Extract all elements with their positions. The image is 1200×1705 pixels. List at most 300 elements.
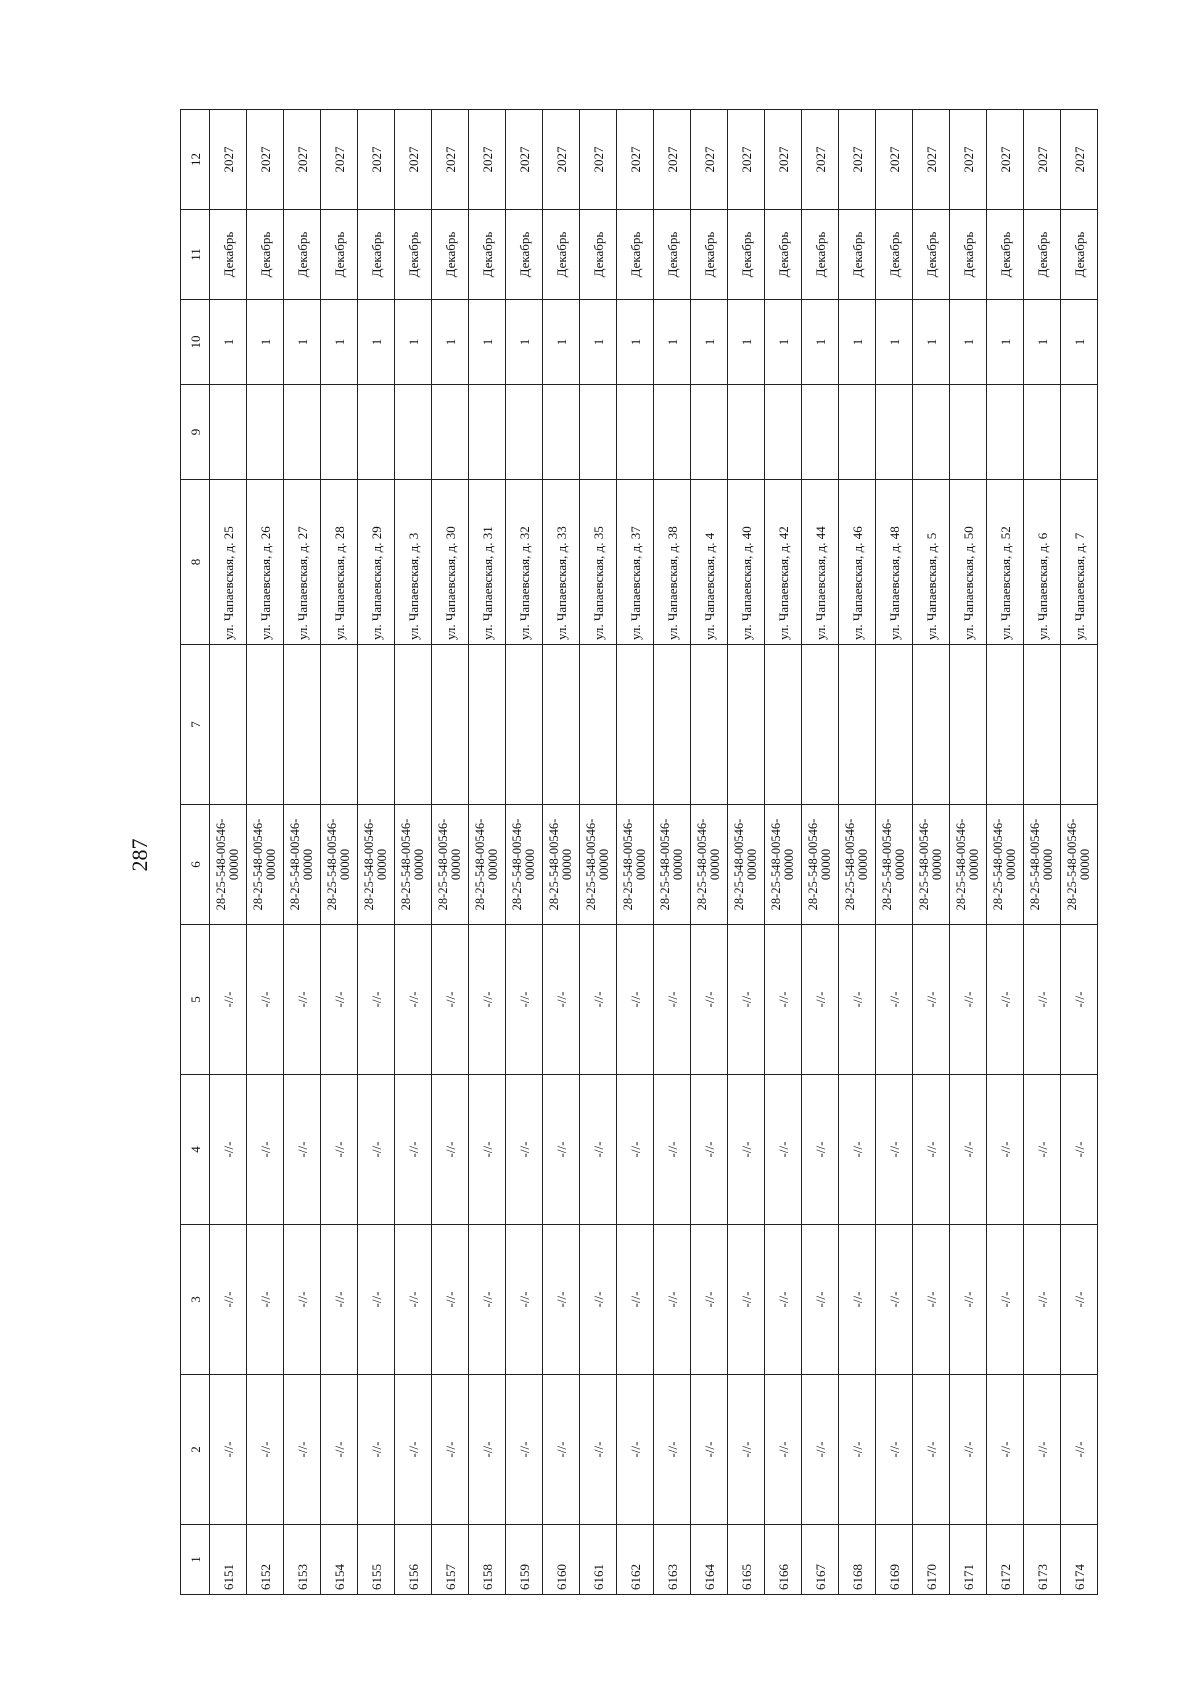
ditto-cell: -//- — [247, 1225, 284, 1375]
ditto-cell: -//- — [617, 925, 654, 1075]
ditto-cell: -//- — [691, 1375, 728, 1525]
year-cell: 2027 — [913, 110, 950, 210]
record-number-cell: 6164 — [691, 1525, 728, 1595]
month-cell: Декабрь — [913, 210, 950, 300]
address-cell: ул. Чапаевская, д. 28 — [321, 480, 358, 645]
table-row — [321, 110, 358, 1595]
month-cell: Декабрь — [358, 210, 395, 300]
ditto-cell: -//- — [839, 925, 876, 1075]
ditto-cell: -//- — [913, 925, 950, 1075]
address-cell: ул. Чапаевская, д. 26 — [247, 480, 284, 645]
empty-cell — [987, 645, 1024, 805]
address-cell: ул. Чапаевская, д. 33 — [543, 480, 580, 645]
ditto-cell: -//- — [691, 925, 728, 1075]
code-cell: 28-25-548-00546-00000 — [1061, 805, 1098, 925]
record-number-cell: 6157 — [432, 1525, 469, 1595]
table-row — [247, 110, 284, 1595]
code-cell: 28-25-548-00546-00000 — [506, 805, 543, 925]
empty-cell — [913, 385, 950, 480]
quantity-cell: 1 — [321, 300, 358, 385]
empty-cell — [580, 645, 617, 805]
ditto-cell: -//- — [321, 1375, 358, 1525]
column-header: 8 — [181, 480, 210, 645]
ditto-cell: -//- — [580, 1375, 617, 1525]
column-header: 10 — [181, 300, 210, 385]
empty-cell — [284, 385, 321, 480]
record-number-cell: 6167 — [802, 1525, 839, 1595]
column-header: 2 — [181, 1375, 210, 1525]
empty-cell — [691, 645, 728, 805]
ditto-cell: -//- — [321, 1075, 358, 1225]
month-cell: Декабрь — [876, 210, 913, 300]
year-cell: 2027 — [284, 110, 321, 210]
table-row — [358, 110, 395, 1595]
year-cell: 2027 — [432, 110, 469, 210]
empty-cell — [1024, 385, 1061, 480]
month-cell: Декабрь — [802, 210, 839, 300]
ditto-cell: -//- — [543, 925, 580, 1075]
address-cell: ул. Чапаевская, д. 7 — [1061, 480, 1098, 645]
ditto-cell: -//- — [913, 1375, 950, 1525]
quantity-cell: 1 — [1024, 300, 1061, 385]
empty-cell — [284, 645, 321, 805]
ditto-cell: -//- — [617, 1075, 654, 1225]
ditto-cell: -//- — [469, 925, 506, 1075]
year-cell: 2027 — [765, 110, 802, 210]
code-cell: 28-25-548-00546-00000 — [765, 805, 802, 925]
month-cell: Декабрь — [728, 210, 765, 300]
record-number-cell: 6174 — [1061, 1525, 1098, 1595]
month-cell: Декабрь — [247, 210, 284, 300]
address-cell: ул. Чапаевская, д. 37 — [617, 480, 654, 645]
ditto-cell: -//- — [543, 1075, 580, 1225]
ditto-cell: -//- — [247, 1075, 284, 1225]
empty-cell — [247, 385, 284, 480]
code-cell: 28-25-548-00546-00000 — [284, 805, 321, 925]
ditto-cell: -//- — [543, 1225, 580, 1375]
ditto-cell: -//- — [247, 925, 284, 1075]
ditto-cell: -//- — [728, 1375, 765, 1525]
year-cell: 2027 — [950, 110, 987, 210]
month-cell: Декабрь — [1024, 210, 1061, 300]
ditto-cell: -//- — [506, 925, 543, 1075]
ditto-cell: -//- — [876, 1375, 913, 1525]
quantity-cell: 1 — [728, 300, 765, 385]
year-cell: 2027 — [210, 110, 247, 210]
ditto-cell: -//- — [210, 1075, 247, 1225]
ditto-cell: -//- — [950, 925, 987, 1075]
address-cell: ул. Чапаевская, д. 40 — [728, 480, 765, 645]
empty-cell — [654, 645, 691, 805]
quantity-cell: 1 — [284, 300, 321, 385]
address-cell: ул. Чапаевская, д. 5 — [913, 480, 950, 645]
table-row — [802, 110, 839, 1595]
ditto-cell: -//- — [284, 925, 321, 1075]
code-cell: 28-25-548-00546-00000 — [543, 805, 580, 925]
code-cell: 28-25-548-00546-00000 — [876, 805, 913, 925]
table-row — [691, 110, 728, 1595]
address-cell: ул. Чапаевская, д. 44 — [802, 480, 839, 645]
empty-cell — [321, 385, 358, 480]
address-cell: ул. Чапаевская, д. 4 — [691, 480, 728, 645]
ditto-cell: -//- — [1024, 1225, 1061, 1375]
table-row — [543, 110, 580, 1595]
code-cell: 28-25-548-00546-00000 — [469, 805, 506, 925]
ditto-cell: -//- — [1061, 1375, 1098, 1525]
address-cell: ул. Чапаевская, д. 52 — [987, 480, 1024, 645]
record-number-cell: 6161 — [580, 1525, 617, 1595]
ditto-cell: -//- — [950, 1375, 987, 1525]
column-header: 11 — [181, 210, 210, 300]
ditto-cell: -//- — [469, 1375, 506, 1525]
code-cell: 28-25-548-00546-00000 — [432, 805, 469, 925]
empty-cell — [1024, 645, 1061, 805]
year-cell: 2027 — [395, 110, 432, 210]
record-number-cell: 6154 — [321, 1525, 358, 1595]
ditto-cell: -//- — [580, 1075, 617, 1225]
record-number-cell: 6155 — [358, 1525, 395, 1595]
code-cell: 28-25-548-00546-00000 — [987, 805, 1024, 925]
ditto-cell: -//- — [728, 925, 765, 1075]
code-cell: 28-25-548-00546-00000 — [1024, 805, 1061, 925]
ditto-cell: -//- — [691, 1225, 728, 1375]
ditto-cell: -//- — [506, 1225, 543, 1375]
table-row — [1061, 110, 1098, 1595]
table-row — [913, 110, 950, 1595]
ditto-cell: -//- — [284, 1375, 321, 1525]
ditto-cell: -//- — [543, 1375, 580, 1525]
year-cell: 2027 — [617, 110, 654, 210]
month-cell: Декабрь — [395, 210, 432, 300]
empty-cell — [395, 645, 432, 805]
quantity-cell: 1 — [469, 300, 506, 385]
empty-cell — [802, 385, 839, 480]
code-cell: 28-25-548-00546-00000 — [728, 805, 765, 925]
empty-cell — [950, 385, 987, 480]
quantity-cell: 1 — [617, 300, 654, 385]
empty-cell — [728, 385, 765, 480]
record-number-cell: 6173 — [1024, 1525, 1061, 1595]
record-number-cell: 6170 — [913, 1525, 950, 1595]
empty-cell — [321, 645, 358, 805]
ditto-cell: -//- — [1024, 925, 1061, 1075]
ditto-cell: -//- — [876, 1075, 913, 1225]
ditto-cell: -//- — [210, 925, 247, 1075]
empty-cell — [839, 645, 876, 805]
year-cell: 2027 — [987, 110, 1024, 210]
ditto-cell: -//- — [950, 1225, 987, 1375]
address-cell: ул. Чапаевская, д. 50 — [950, 480, 987, 645]
ditto-cell: -//- — [469, 1225, 506, 1375]
code-cell: 28-25-548-00546-00000 — [802, 805, 839, 925]
quantity-cell: 1 — [506, 300, 543, 385]
month-cell: Декабрь — [950, 210, 987, 300]
column-header: 5 — [181, 925, 210, 1075]
code-cell: 28-25-548-00546-00000 — [395, 805, 432, 925]
record-number-cell: 6165 — [728, 1525, 765, 1595]
year-cell: 2027 — [1061, 110, 1098, 210]
ditto-cell: -//- — [765, 1225, 802, 1375]
table-row — [210, 110, 247, 1595]
code-cell: 28-25-548-00546-00000 — [654, 805, 691, 925]
year-cell: 2027 — [691, 110, 728, 210]
empty-cell — [950, 645, 987, 805]
quantity-cell: 1 — [802, 300, 839, 385]
ditto-cell: -//- — [321, 1225, 358, 1375]
month-cell: Декабрь — [210, 210, 247, 300]
ditto-cell: -//- — [987, 1225, 1024, 1375]
column-header: 4 — [181, 1075, 210, 1225]
record-number-cell: 6160 — [543, 1525, 580, 1595]
record-number-cell: 6153 — [284, 1525, 321, 1595]
month-cell: Декабрь — [654, 210, 691, 300]
ditto-cell: -//- — [1061, 1225, 1098, 1375]
year-cell: 2027 — [580, 110, 617, 210]
table-row — [432, 110, 469, 1595]
year-cell: 2027 — [839, 110, 876, 210]
ditto-cell: -//- — [358, 1225, 395, 1375]
empty-cell — [765, 645, 802, 805]
ditto-cell: -//- — [950, 1075, 987, 1225]
ditto-cell: -//- — [210, 1375, 247, 1525]
record-number-cell: 6159 — [506, 1525, 543, 1595]
month-cell: Декабрь — [1061, 210, 1098, 300]
table-row — [728, 110, 765, 1595]
empty-cell — [543, 645, 580, 805]
ditto-cell: -//- — [506, 1075, 543, 1225]
month-cell: Декабрь — [691, 210, 728, 300]
ditto-cell: -//- — [395, 1225, 432, 1375]
ditto-cell: -//- — [506, 1375, 543, 1525]
table-row — [765, 110, 802, 1595]
month-cell: Декабрь — [469, 210, 506, 300]
address-cell: ул. Чапаевская, д. 32 — [506, 480, 543, 645]
quantity-cell: 1 — [395, 300, 432, 385]
empty-cell — [617, 645, 654, 805]
column-header: 12 — [181, 110, 210, 210]
month-cell: Декабрь — [284, 210, 321, 300]
month-cell: Декабрь — [506, 210, 543, 300]
record-number-cell: 6169 — [876, 1525, 913, 1595]
year-cell: 2027 — [543, 110, 580, 210]
ditto-cell: -//- — [654, 1225, 691, 1375]
ditto-cell: -//- — [728, 1075, 765, 1225]
year-cell: 2027 — [654, 110, 691, 210]
empty-cell — [469, 385, 506, 480]
month-cell: Декабрь — [432, 210, 469, 300]
quantity-cell: 1 — [839, 300, 876, 385]
ditto-cell: -//- — [913, 1225, 950, 1375]
ditto-cell: -//- — [358, 925, 395, 1075]
table-row — [580, 110, 617, 1595]
address-cell: ул. Чапаевская, д. 25 — [210, 480, 247, 645]
ditto-cell: -//- — [987, 1375, 1024, 1525]
empty-cell — [358, 645, 395, 805]
empty-cell — [617, 385, 654, 480]
ditto-cell: -//- — [839, 1375, 876, 1525]
quantity-cell: 1 — [654, 300, 691, 385]
address-cell: ул. Чапаевская, д. 3 — [395, 480, 432, 645]
quantity-cell: 1 — [765, 300, 802, 385]
year-cell: 2027 — [506, 110, 543, 210]
year-cell: 2027 — [247, 110, 284, 210]
ditto-cell: -//- — [654, 1075, 691, 1225]
ditto-cell: -//- — [284, 1075, 321, 1225]
ditto-cell: -//- — [284, 1225, 321, 1375]
ditto-cell: -//- — [395, 1375, 432, 1525]
record-number-cell: 6162 — [617, 1525, 654, 1595]
month-cell: Декабрь — [839, 210, 876, 300]
quantity-cell: 1 — [543, 300, 580, 385]
empty-cell — [432, 645, 469, 805]
empty-cell — [210, 385, 247, 480]
empty-cell — [691, 385, 728, 480]
empty-cell — [358, 385, 395, 480]
empty-cell — [1061, 385, 1098, 480]
ditto-cell: -//- — [802, 925, 839, 1075]
column-header: 6 — [181, 805, 210, 925]
year-cell: 2027 — [1024, 110, 1061, 210]
quantity-cell: 1 — [247, 300, 284, 385]
record-number-cell: 6156 — [395, 1525, 432, 1595]
month-cell: Декабрь — [765, 210, 802, 300]
year-cell: 2027 — [728, 110, 765, 210]
empty-cell — [1061, 645, 1098, 805]
ditto-cell: -//- — [913, 1075, 950, 1225]
empty-cell — [876, 645, 913, 805]
ditto-cell: -//- — [432, 1075, 469, 1225]
ditto-cell: -//- — [765, 1075, 802, 1225]
quantity-cell: 1 — [691, 300, 728, 385]
ditto-cell: -//- — [432, 1375, 469, 1525]
code-cell: 28-25-548-00546-00000 — [580, 805, 617, 925]
ditto-cell: -//- — [654, 1375, 691, 1525]
ditto-cell: -//- — [839, 1075, 876, 1225]
ditto-cell: -//- — [1061, 925, 1098, 1075]
empty-cell — [395, 385, 432, 480]
record-number-cell: 6172 — [987, 1525, 1024, 1595]
address-cell: ул. Чапаевская, д. 48 — [876, 480, 913, 645]
record-number-cell: 6152 — [247, 1525, 284, 1595]
address-cell: ул. Чапаевская, д. 46 — [839, 480, 876, 645]
ditto-cell: -//- — [802, 1075, 839, 1225]
quantity-cell: 1 — [876, 300, 913, 385]
ditto-cell: -//- — [580, 1225, 617, 1375]
ditto-cell: -//- — [728, 1225, 765, 1375]
address-cell: ул. Чапаевская, д. 29 — [358, 480, 395, 645]
record-number-cell: 6166 — [765, 1525, 802, 1595]
ditto-cell: -//- — [1024, 1075, 1061, 1225]
ditto-cell: -//- — [395, 925, 432, 1075]
column-header: 1 — [181, 1525, 210, 1595]
empty-cell — [247, 645, 284, 805]
ditto-cell: -//- — [432, 925, 469, 1075]
record-number-cell: 6158 — [469, 1525, 506, 1595]
quantity-cell: 1 — [1061, 300, 1098, 385]
year-cell: 2027 — [469, 110, 506, 210]
record-number-cell: 6163 — [654, 1525, 691, 1595]
empty-cell — [210, 645, 247, 805]
month-cell: Декабрь — [617, 210, 654, 300]
ditto-cell: -//- — [580, 925, 617, 1075]
year-cell: 2027 — [876, 110, 913, 210]
table-body — [210, 110, 1098, 1595]
code-cell: 28-25-548-00546-00000 — [913, 805, 950, 925]
empty-cell — [469, 645, 506, 805]
table-row — [395, 110, 432, 1595]
ditto-cell: -//- — [321, 925, 358, 1075]
ditto-cell: -//- — [247, 1375, 284, 1525]
address-cell: ул. Чапаевская, д. 38 — [654, 480, 691, 645]
empty-cell — [987, 385, 1024, 480]
code-cell: 28-25-548-00546-00000 — [617, 805, 654, 925]
empty-cell — [506, 645, 543, 805]
empty-cell — [839, 385, 876, 480]
quantity-cell: 1 — [210, 300, 247, 385]
column-header: 7 — [181, 645, 210, 805]
ditto-cell: -//- — [432, 1225, 469, 1375]
address-cell: ул. Чапаевская, д. 30 — [432, 480, 469, 645]
month-cell: Декабрь — [987, 210, 1024, 300]
table-row — [950, 110, 987, 1595]
ditto-cell: -//- — [765, 1375, 802, 1525]
quantity-cell: 1 — [432, 300, 469, 385]
column-header: 9 — [181, 385, 210, 480]
address-cell: ул. Чапаевская, д. 42 — [765, 480, 802, 645]
record-number-cell: 6168 — [839, 1525, 876, 1595]
table-row — [876, 110, 913, 1595]
ditto-cell: -//- — [987, 1075, 1024, 1225]
address-cell: ул. Чапаевская, д. 35 — [580, 480, 617, 645]
table-row — [506, 110, 543, 1595]
ditto-cell: -//- — [839, 1225, 876, 1375]
empty-cell — [580, 385, 617, 480]
empty-cell — [913, 645, 950, 805]
empty-cell — [765, 385, 802, 480]
record-number-cell: 6171 — [950, 1525, 987, 1595]
table-row — [469, 110, 506, 1595]
empty-cell — [654, 385, 691, 480]
table-row — [654, 110, 691, 1595]
code-cell: 28-25-548-00546-00000 — [321, 805, 358, 925]
rotated-table-container — [180, 110, 1090, 1595]
ditto-cell: -//- — [617, 1225, 654, 1375]
ditto-cell: -//- — [617, 1375, 654, 1525]
year-cell: 2027 — [321, 110, 358, 210]
year-cell: 2027 — [358, 110, 395, 210]
table-row — [839, 110, 876, 1595]
address-cell: ул. Чапаевская, д. 27 — [284, 480, 321, 645]
table-row — [987, 110, 1024, 1595]
table-row — [617, 110, 654, 1595]
ditto-cell: -//- — [1024, 1375, 1061, 1525]
address-cell: ул. Чапаевская, д. 6 — [1024, 480, 1061, 645]
ditto-cell: -//- — [469, 1075, 506, 1225]
ditto-cell: -//- — [395, 1075, 432, 1225]
record-number-cell: 6151 — [210, 1525, 247, 1595]
page-number: 287 — [127, 838, 152, 872]
ditto-cell: -//- — [210, 1225, 247, 1375]
quantity-cell: 1 — [950, 300, 987, 385]
year-cell: 2027 — [802, 110, 839, 210]
code-cell: 28-25-548-00546-00000 — [691, 805, 728, 925]
header-row — [181, 110, 210, 1595]
empty-cell — [802, 645, 839, 805]
address-cell: ул. Чапаевская, д. 31 — [469, 480, 506, 645]
month-cell: Декабрь — [321, 210, 358, 300]
ditto-cell: -//- — [987, 925, 1024, 1075]
empty-cell — [506, 385, 543, 480]
